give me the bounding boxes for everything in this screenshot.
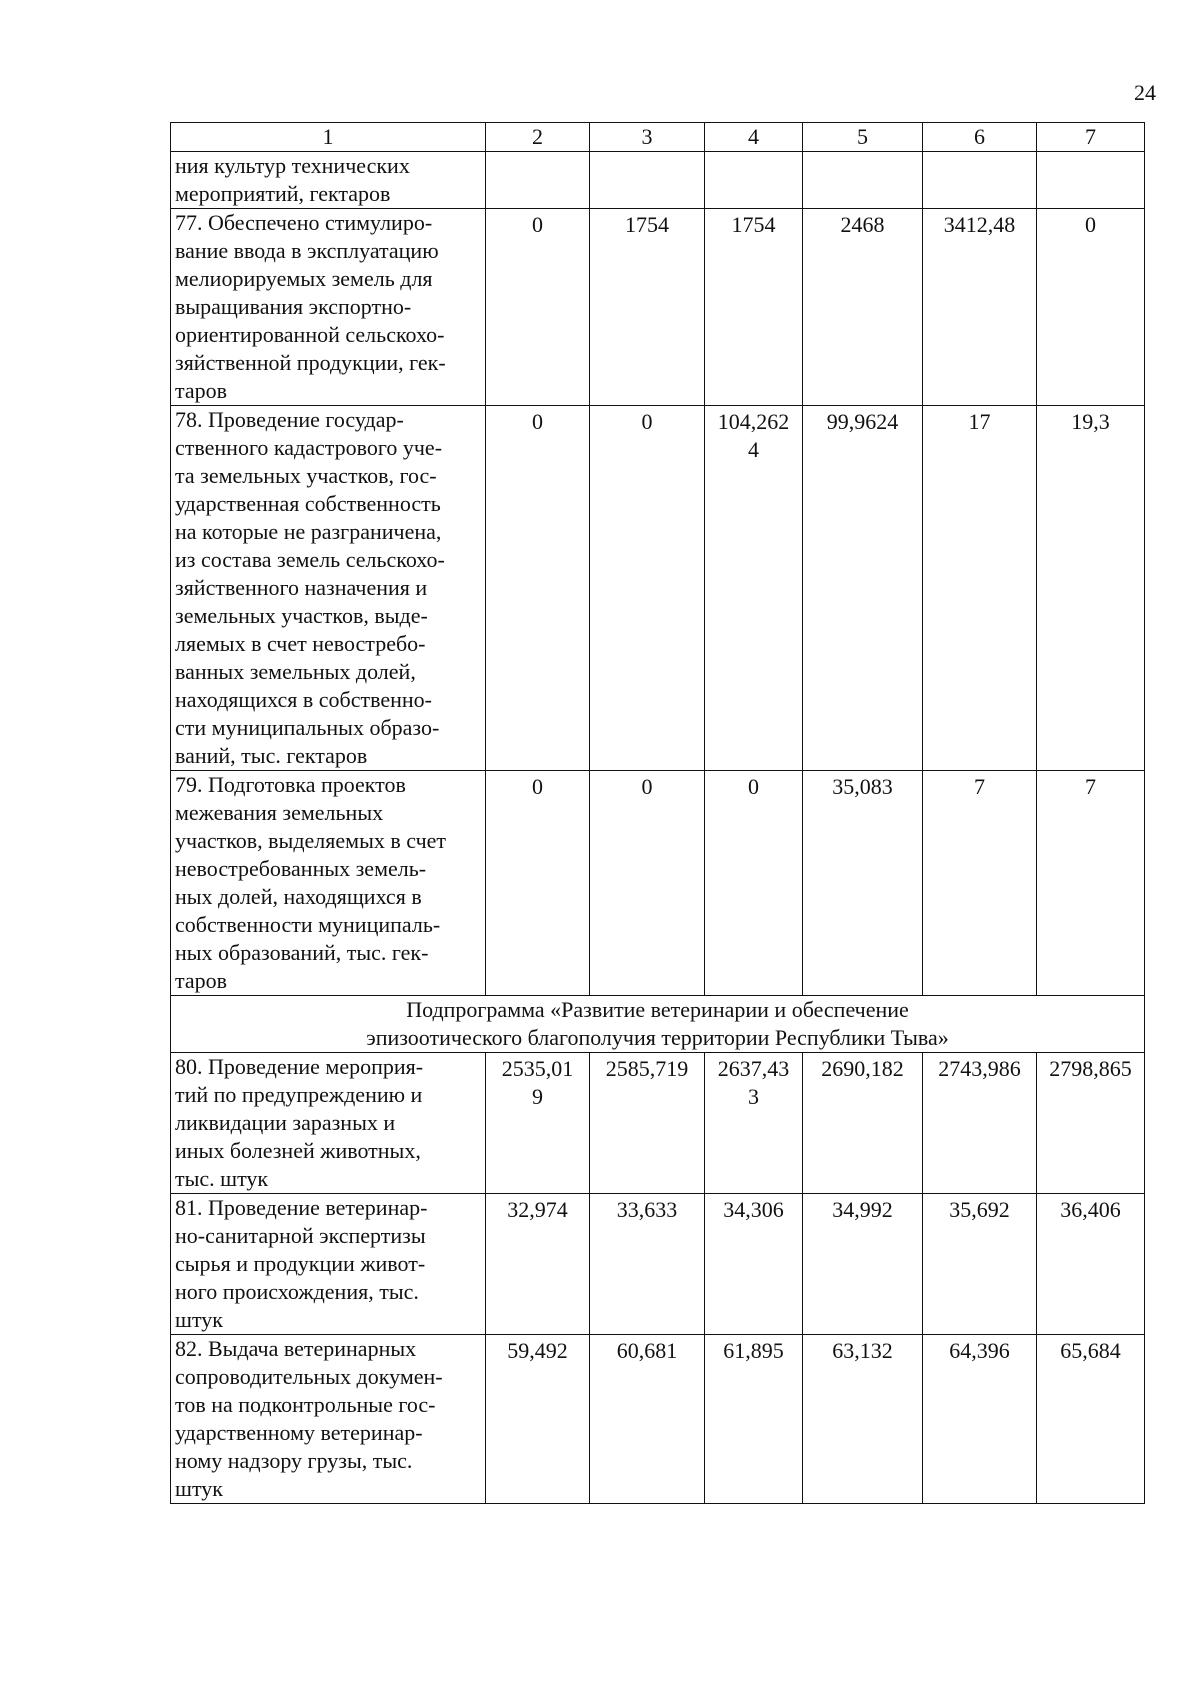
cell-line: 2535,01 <box>501 1056 574 1081</box>
value-cell <box>486 1053 590 1194</box>
cell-line: сырья и продукции живот- <box>175 1251 426 1276</box>
cell-line: участков, выделяемых в счет <box>175 828 447 853</box>
value-cell <box>705 1053 803 1194</box>
cell-line: 80. Проведение мероприя- <box>175 1054 424 1079</box>
value-cell <box>923 209 1037 406</box>
section-row <box>171 996 1145 1053</box>
cell-line: земельных участков, выде- <box>175 603 428 628</box>
cell-line: 35,692 <box>949 1197 1010 1222</box>
cell-line: на которые не разграничена, <box>175 519 442 544</box>
cell-line: сопроводительных докумен- <box>175 1364 443 1389</box>
cell-line: 3412,48 <box>943 212 1016 237</box>
value-cell <box>923 152 1037 209</box>
cell-line: 82. Выдача ветеринарных <box>175 1336 417 1361</box>
cell-line: 1754 <box>731 212 776 237</box>
value-cell <box>590 406 705 771</box>
subprogram-title <box>171 996 1145 1053</box>
cell-line: 17 <box>968 409 991 434</box>
value-cell <box>803 1053 923 1194</box>
cell-line: 7 <box>1085 774 1096 799</box>
value-cell <box>923 1053 1037 1194</box>
cell-line: 0 <box>532 409 543 434</box>
cell-line: 99,9624 <box>826 409 899 434</box>
value-cell <box>1037 1053 1145 1194</box>
cell-line: иных болезней животных, <box>175 1138 421 1163</box>
value-cell <box>590 209 705 406</box>
cell-line: 19,3 <box>1071 409 1110 434</box>
value-cell <box>1037 209 1145 406</box>
value-cell <box>590 1335 705 1504</box>
cell-line: ударственному ветеринар- <box>175 1420 423 1445</box>
cell-line: 36,406 <box>1060 1197 1121 1222</box>
cell-line: 35,083 <box>832 774 893 799</box>
cell-line: 33,633 <box>616 1197 678 1222</box>
value-cell <box>705 1194 803 1335</box>
header-row <box>171 123 1145 152</box>
column-header: 1 <box>171 123 486 152</box>
value-cell <box>923 1335 1037 1504</box>
cell-line: сти муниципальных образо- <box>175 715 440 740</box>
value-cell <box>1037 152 1145 209</box>
indicator-table <box>170 122 1145 1504</box>
value-cell <box>705 1335 803 1504</box>
cell-line: 3 <box>748 1084 759 1109</box>
value-cell <box>803 209 923 406</box>
cell-line: 2585,719 <box>605 1056 689 1081</box>
cell-line: 0 <box>641 409 653 434</box>
cell-line: 2637,43 <box>717 1056 790 1081</box>
cell-line: мелиорируемых земель для <box>175 266 433 291</box>
cell-line: ваний, тыс. гектаров <box>175 743 368 768</box>
table-body <box>171 123 1145 1504</box>
cell-line: 63,132 <box>832 1338 893 1363</box>
value-cell <box>803 152 923 209</box>
value-cell <box>705 152 803 209</box>
cell-line: 9 <box>532 1084 543 1109</box>
indicator-name-cell <box>171 771 486 996</box>
cell-line: 0 <box>748 774 759 799</box>
cell-line: 65,684 <box>1060 1338 1121 1363</box>
cell-line: 32,974 <box>507 1197 568 1222</box>
cell-line: ных долей, находящихся в <box>175 884 422 909</box>
cell-line: ному надзору грузы, тыс. <box>175 1448 413 1473</box>
cell-line: ния культур технических <box>175 153 410 178</box>
cell-line: ляемых в счет невостребо- <box>175 631 426 656</box>
value-cell <box>705 209 803 406</box>
cell-line: 78. Проведение государ- <box>175 407 404 432</box>
value-cell <box>590 771 705 996</box>
indicator-name-cell <box>171 1194 486 1335</box>
value-cell <box>1037 406 1145 771</box>
cell-line: ного происхождения, тыс. <box>175 1279 419 1304</box>
table-row <box>171 1053 1145 1194</box>
indicator-name-cell <box>171 152 486 209</box>
cell-line: штук <box>175 1476 223 1501</box>
indicator-name-cell <box>171 1053 486 1194</box>
cell-line: ликвидации заразных и <box>175 1110 396 1135</box>
column-header: 6 <box>923 123 1037 152</box>
value-cell <box>1037 771 1145 996</box>
cell-line: та земельных участков, гос- <box>175 463 437 488</box>
cell-line: 2743,986 <box>938 1056 1021 1081</box>
value-cell <box>486 152 590 209</box>
cell-line: мероприятий, гектаров <box>175 181 391 206</box>
column-header: 4 <box>705 123 803 152</box>
value-cell <box>486 1194 590 1335</box>
cell-line: 2468 <box>840 212 885 237</box>
cell-line: 59,492 <box>507 1338 568 1363</box>
cell-line: ных образований, тыс. гек- <box>175 940 429 965</box>
cell-line: 60,681 <box>616 1338 678 1363</box>
cell-line: 1754 <box>625 212 669 237</box>
value-cell <box>923 406 1037 771</box>
cell-line: 79. Подготовка проектов <box>175 772 406 797</box>
cell-line: ственного кадастрового уче- <box>175 435 443 460</box>
value-cell <box>486 1335 590 1504</box>
cell-line: ориентированной сельскохо- <box>175 322 445 347</box>
column-header: 5 <box>803 123 923 152</box>
table-row <box>171 771 1145 996</box>
table-row <box>171 209 1145 406</box>
cell-line: 34,992 <box>832 1197 893 1222</box>
value-cell <box>590 152 705 209</box>
value-cell <box>486 209 590 406</box>
value-cell <box>803 771 923 996</box>
cell-line: штук <box>175 1307 223 1332</box>
cell-line: 77. Обеспечено стимулиро- <box>175 210 433 235</box>
indicator-name-cell <box>171 209 486 406</box>
column-header: 3 <box>590 123 705 152</box>
cell-line: 2798,865 <box>1049 1056 1132 1081</box>
value-cell <box>590 1194 705 1335</box>
cell-line: но-санитарной экспертизы <box>175 1223 426 1248</box>
cell-line: из состава земель сельскохо- <box>175 547 445 572</box>
value-cell <box>705 406 803 771</box>
value-cell <box>923 771 1037 996</box>
cell-line: тий по предупреждению и <box>175 1082 423 1107</box>
value-cell <box>705 771 803 996</box>
column-header: 2 <box>486 123 590 152</box>
cell-line: ванных земельных долей, <box>175 659 416 684</box>
cell-line: ударственная собственность <box>175 491 441 516</box>
indicator-name-cell <box>171 406 486 771</box>
cell-line: 64,396 <box>949 1338 1010 1363</box>
cell-line: невостребованных земель- <box>175 856 427 881</box>
cell-line: находящихся в собственно- <box>175 687 432 712</box>
cell-line: выращивания экспортно- <box>175 294 412 319</box>
table-row <box>171 406 1145 771</box>
value-cell <box>1037 1194 1145 1335</box>
cell-line: 0 <box>532 774 543 799</box>
value-cell <box>923 1194 1037 1335</box>
table-row <box>171 1194 1145 1335</box>
column-header: 7 <box>1037 123 1145 152</box>
cell-line: 104,262 <box>717 409 790 434</box>
cell-line: 7 <box>974 774 985 799</box>
value-cell <box>590 1053 705 1194</box>
value-cell <box>486 771 590 996</box>
cell-line: тыс. штук <box>175 1166 269 1191</box>
cell-line: 81. Проведение ветеринар- <box>175 1195 428 1220</box>
value-cell <box>803 1335 923 1504</box>
value-cell <box>486 406 590 771</box>
cell-line: 2690,182 <box>821 1056 904 1081</box>
cell-line: тов на подконтрольные гос- <box>175 1392 436 1417</box>
cell-line: таров <box>175 968 228 993</box>
cell-line: вание ввода в эксплуатацию <box>175 238 439 263</box>
cell-line: Подпрограмма «Развитие ветеринарии и обеспечение <box>406 997 909 1022</box>
indicator-name-cell <box>171 1335 486 1504</box>
value-cell <box>1037 1335 1145 1504</box>
cell-line: собственности муниципаль- <box>175 912 441 937</box>
value-cell <box>803 1194 923 1335</box>
cell-line: 61,895 <box>723 1338 784 1363</box>
cell-line: 4 <box>748 437 759 462</box>
cell-line: 0 <box>532 212 543 237</box>
page-number: 24 <box>1134 80 1156 105</box>
cell-line: межевания земельных <box>175 800 384 825</box>
value-cell <box>803 406 923 771</box>
cell-line: 34,306 <box>723 1197 784 1222</box>
cell-line: зяйственного назначения и <box>175 575 428 600</box>
cell-line: 0 <box>1085 212 1096 237</box>
cell-line: эпизоотического благополучия территории Республики Тыва» <box>366 1025 949 1050</box>
cell-line: таров <box>175 378 228 403</box>
cell-line: зяйственной продукции, гек- <box>175 350 446 375</box>
cell-line: 0 <box>641 774 653 799</box>
table-row <box>171 152 1145 209</box>
table-row <box>171 1335 1145 1504</box>
